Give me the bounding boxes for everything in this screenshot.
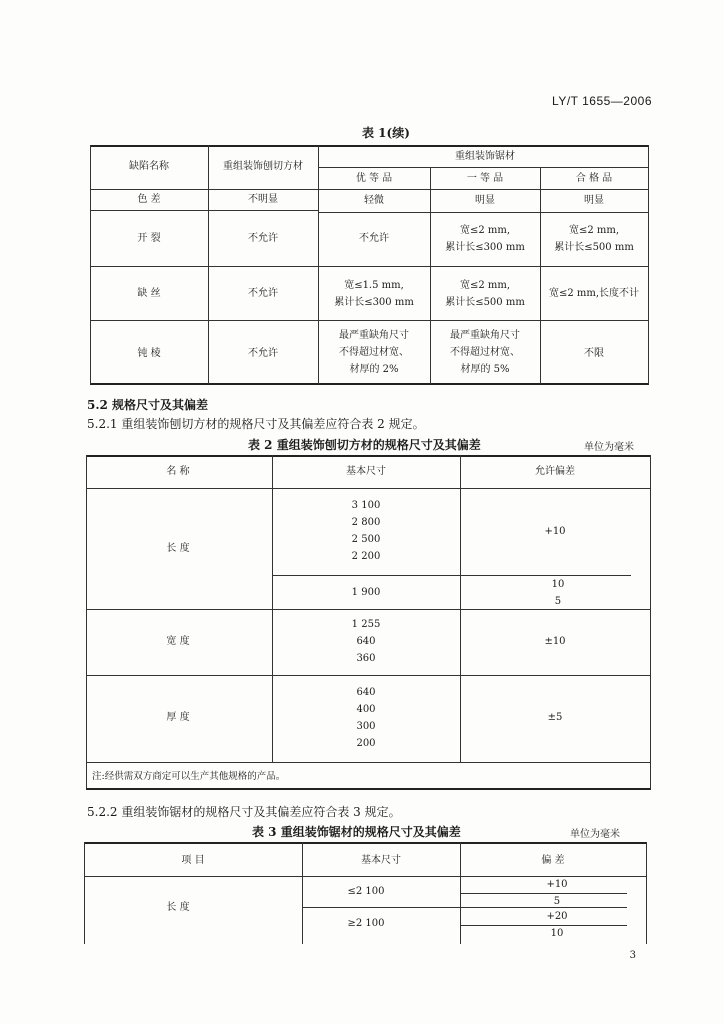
table1-caption: 表 1(续) <box>362 126 410 140</box>
t1-row-missing-g2: 宽≤2 mm, 累计长≤500 mm <box>445 280 525 308</box>
table3-unit: 单位为毫米 <box>570 829 620 840</box>
t1-row-color-g3: 明显 <box>584 195 604 206</box>
t1-row-color-g2: 明显 <box>475 195 495 206</box>
t2-thickness-tol: ±5 <box>547 712 563 723</box>
t1-row-missing-planed: 不允许 <box>248 288 278 299</box>
t2-head-size: 基本尺寸 <box>346 466 386 477</box>
t1-row-crack-g2: 宽≤2 mm, 累计长≤300 mm <box>445 225 525 253</box>
t3-length-label: 长 度 <box>166 902 190 913</box>
t1-row-wane-g1: 最严重缺角尺寸 不得超过材宽、 材厚的 2% <box>339 330 409 375</box>
standard-code: LY/T 1655—2006 <box>552 94 652 108</box>
t2-head-tol: 允许偏差 <box>535 466 575 477</box>
t1-head-grade-1: 优 等 品 <box>355 173 393 184</box>
t1-row-crack-g3: 宽≤2 mm, 累计长≤500 mm <box>554 225 634 253</box>
t3-length-size-a: ≤2 100 <box>347 886 385 897</box>
t1-row-wane-g3: 不限 <box>584 348 604 359</box>
t1-row-crack-name: 开 裂 <box>137 233 161 244</box>
t1-head-sawn: 重组装饰锯材 <box>455 151 515 162</box>
t1-head-defect: 缺陷名称 <box>129 161 169 172</box>
section-5-2-1-text: 5.2.1 重组装饰刨切方材的规格尺寸及其偏差应符合表 2 规定。 <box>87 417 425 431</box>
t3-length-size-b: ≥2 100 <box>347 918 385 929</box>
table3-caption: 表 3 重组装饰锯材的规格尺寸及其偏差 <box>252 825 461 839</box>
t1-head-grade-3: 合 格 品 <box>575 173 613 184</box>
t1-row-color-name: 色 差 <box>137 194 161 205</box>
table2-unit: 单位为毫米 <box>584 442 634 453</box>
t1-row-missing-g1: 宽≤1.5 mm, 累计长≤300 mm <box>334 280 414 308</box>
t1-head-grade-2: 一 等 品 <box>466 173 504 184</box>
t2-width-sizes: 1 255 640 360 <box>351 619 381 664</box>
t2-length-tol-a: +10 <box>544 526 566 537</box>
t3-head-dev: 偏 差 <box>541 855 565 866</box>
t2-note: 注:经供需双方商定可以生产其他规格的产品。 <box>92 771 286 782</box>
section-5-2-heading: 5.2 规格尺寸及其偏差 <box>87 398 209 412</box>
t2-width-label: 宽 度 <box>166 636 190 647</box>
t3-length-dev-b: +20 10 <box>546 911 568 939</box>
t2-thickness-sizes: 640 400 300 200 <box>356 687 376 749</box>
page-number: 3 <box>629 950 636 961</box>
t3-head-item: 项 目 <box>181 855 205 866</box>
table2-caption: 表 2 重组装饰刨切方材的规格尺寸及其偏差 <box>248 438 481 452</box>
t2-thickness-label: 厚 度 <box>166 712 190 723</box>
t2-head-name: 名 称 <box>166 466 190 477</box>
t3-head-size: 基本尺寸 <box>361 855 401 866</box>
t1-row-wane-name: 钝 棱 <box>137 348 161 359</box>
t1-row-missing-g3: 宽≤2 mm,长度不计 <box>548 288 640 299</box>
t3-length-dev-a: +10 5 <box>546 879 568 907</box>
section-5-2-2-text: 5.2.2 重组装饰锯材的规格尺寸及其偏差应符合表 3 规定。 <box>87 805 401 819</box>
t1-row-crack-planed: 不允许 <box>248 233 278 244</box>
t1-row-missing-name: 缺 丝 <box>137 288 161 299</box>
t1-head-planed: 重组装饰刨切方材 <box>223 161 303 172</box>
t2-length-size-b: 1 900 <box>351 587 381 598</box>
t1-row-color-g1: 轻微 <box>364 195 384 206</box>
t1-row-wane-g2: 最严重缺角尺寸 不得超过材宽、 材厚的 5% <box>450 330 520 375</box>
t2-width-tol: ±10 <box>544 636 566 647</box>
t1-row-wane-planed: 不允许 <box>248 348 278 359</box>
t2-length-sizes-a: 3 100 2 800 2 500 2 200 <box>351 500 381 562</box>
t1-row-color-planed: 不明显 <box>248 194 278 205</box>
t1-row-crack-g1: 不允许 <box>359 233 389 244</box>
t2-length-label: 长 度 <box>166 543 190 554</box>
t2-length-tol-b: 10 5 <box>551 579 565 607</box>
